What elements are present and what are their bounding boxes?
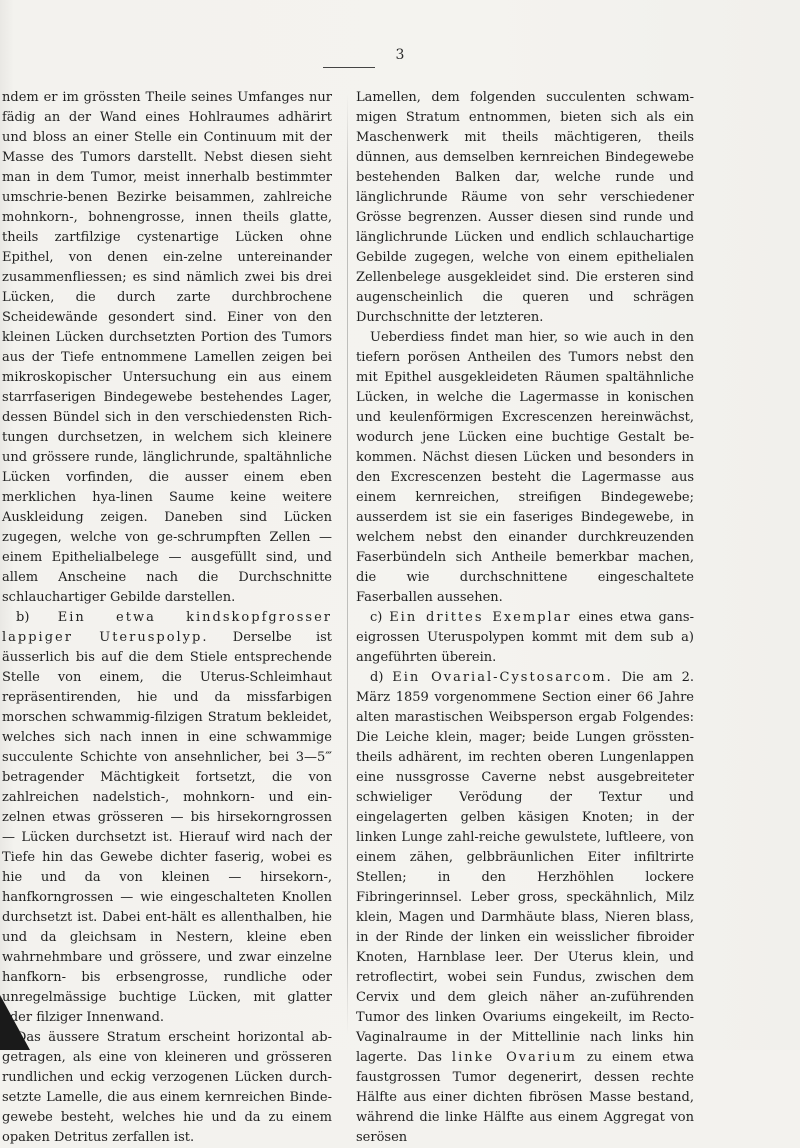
specimen-title: Ein drittes Exemplar: [389, 610, 572, 625]
paragraph-specimen-c: [356, 608, 694, 668]
item-marker: c): [370, 610, 390, 625]
specimen-title: Ein etwa kindskopfgrosser lappiger Uteruspolyp.: [2, 610, 332, 645]
paragraph-specimen-b: [2, 608, 332, 1028]
header-rule: [323, 67, 375, 68]
paragraph-text: eines etwa gans-eigrossen Uteruspolypen kommt mit dem sub a) angeführten überein.: [356, 610, 694, 665]
specimen-title: Ein Ovarial-Cystosarcom.: [392, 670, 613, 685]
paragraph-text: Derselbe ist äusserlich bis auf die dem Stiele entsprechende Stelle von einem, die Uterus-Schleimhaut repräsentirenden, hie und da missfarbigen morschen schwammig-filzigen Stratum bekleidet, welches sich nach innen in eine schwammige succulente Schichte von ansehnlicher, bei 3—5‴ betragender Mächtigkeit fortsetzt, die von zahlreichen nadelstich-, mohnkorn- und ein-zelnen etwas grösseren — bis hirsekorngrossen — Lücken durchsetzt ist. Hierauf wird nach der Tiefe hin das Gewebe dichter faserig, wobei es hie und da von kleinen — hirsekorn-, hanfkorngrossen — wie eingeschalteten Knollen durchsetzt ist. Dabei ent-hält es allenthalben, hie und da gleichsam in Nestern, kleine eben wahrnehmbare und grössere, und zwar einzelne hanfkorn- bis erbsengrosse, rundliche oder unregelmässige buchtige Lücken, mit glatter oder filziger Innenwand.: [2, 630, 333, 1025]
column-gutter: [347, 94, 348, 1034]
paragraph: Das äussere Stratum erscheint horizontal ab-getragen, als eine von kleineren und grösseren rundlichen und eckig verzogenen Lücken durch-setzte Lamelle, die aus einem kernreichen Binde-gewebe besteht, welches hie und da zu einem opaken Detritus zerfallen ist.: [2, 1030, 332, 1145]
paragraph: ndem er im grössten Theile seines Umfanges nur fädig an der Wand eines Hohlraumes adhärirt und bloss an einer Stelle ein Continuum mit der Masse des Tumors darstellt. Nebst diesen sieht man in dem Tumor, meist innerhalb bestimmter umschrie-benen Bezirke beisammen, zahlreiche mohnkorn-, bohnengrosse, innen theils glatte, theils zartfilzige cystenartige Lücken ohne Epithel, von denen ein-zelne untereinander zusammenfliessen; es sind nämlich zwei bis drei Lücken, die durch zarte durchbrochene Scheidewände gesondert sind. Einer von den kleinen Lücken durchsetzten Portion des Tumors aus der Tiefe entnommene Lamellen zeigen bei mikroskopischer Untersuchung ein aus einem starrfaserigen Bindegewebe bestehendes Lager, dessen Bündel sich in den verschiedensten Rich-tungen durchsetzen, in welchem sich kleinere und grössere runde, länglichrunde, spaltähnliche Lücken vorfinden, die ausser einem eben merklichen hya-linen Saume keine weitere Auskleidung zeigen. Daneben sind Lücken zugegen, welche von ge-schrumpften Zellen — einem Epithelialbelege — ausgefüllt sind, und allem Anscheine nach die Durchschnitte schlauchartiger Gebilde darstellen.: [2, 90, 332, 605]
paragraph-text: zu einem etwa faustgrossen Tumor degenerirt, dessen rechte Hälfte aus einer dichten fibrösen Masse bestand, während die linke Hälfte aus einem Aggregat von serösen: [356, 1050, 695, 1145]
right-column: [356, 88, 694, 1148]
paragraph: Ueberdiess findet man hier, so wie auch in den tiefern porösen Antheilen des Tumors nebst den mit Epithel ausgekleideten Räumen spaltähnliche Lücken, in welche die Lagermasse in konischen und keulenförmigen Excrescenzen hereinwächst, wodurch jene Lücken eine buchtige Gestalt be-kommen. Nächst diesen Lücken und besonders in den Excrescenzen besteht die Lagermasse aus einem kernreichen, streifigen Bindegewebe; ausserdem ist sie ein faseriges Bindegewebe, in welchem nebst den einander durchkreuzenden Faserbündeln sich Antheile bemerkbar machen, die wie durchschnittene eingeschaltete Faserballen aussehen.: [356, 330, 694, 605]
paragraph-specimen-d: [356, 668, 694, 1148]
page-corner-shadow: [0, 995, 30, 1050]
organ-name: linke Ovarium: [451, 1050, 577, 1065]
paragraph: Lamellen, dem folgenden succulenten schwam-migen Stratum entnommen, bieten sich als ein Maschenwerk mit theils mächtigeren, theils dünnen, aus demselben kernreichen Bindegewebe bestehenden Balken dar, welche runde und länglichrunde Räume von sehr verschiedener Grösse begrenzen. Ausser diesen sind runde und länglichrunde Lücken und endlich schlauchartige Gebilde zugegen, welche von einem epithelialen Zellenbelege ausgekleidet sind. Die ersteren sind augenscheinlich die queren und schrägen Durchschnitte der letzteren.: [356, 90, 694, 325]
item-marker: d): [370, 670, 393, 685]
item-marker: b): [16, 610, 58, 625]
left-column: [2, 88, 332, 1148]
paragraph-text: Die am 2. März 1859 vorgenommene Section einer 66 Jahre alten marastischen Weibsperson ergab Folgendes: Die Leiche klein, mager; beide Lungen grössten-theils adhärent, im rechten oberen Lungenlappen eine nussgrosse Caverne nebst ausgebreiteter schwieliger Verödung der Textur und eingelagerten gelben käsigen Knoten; in der linken Lunge zahl-reiche gewulstete, luftleere, von einem zähen, gelbbräunlichen Eiter infiltrirte Stellen; in den Herzhöhlen lockere Fibringerinnsel. Leber gross, speckähnlich, Milz klein, Magen und Darmhäute blass, Nieren blass, in der Rinde der linken ein weisslicher fibroider Knoten, Harnblase leer. Der Uterus klein, und retroflectirt, wobei sein Fundus, zwischen dem Cervix und dem gleich näher an-zuführenden Tumor des linken Ovariums eingekeilt, im Recto-Vaginalraume in der Mittellinie nach links hin lagerte. Das: [356, 670, 694, 1065]
page-number: 3: [395, 47, 405, 63]
